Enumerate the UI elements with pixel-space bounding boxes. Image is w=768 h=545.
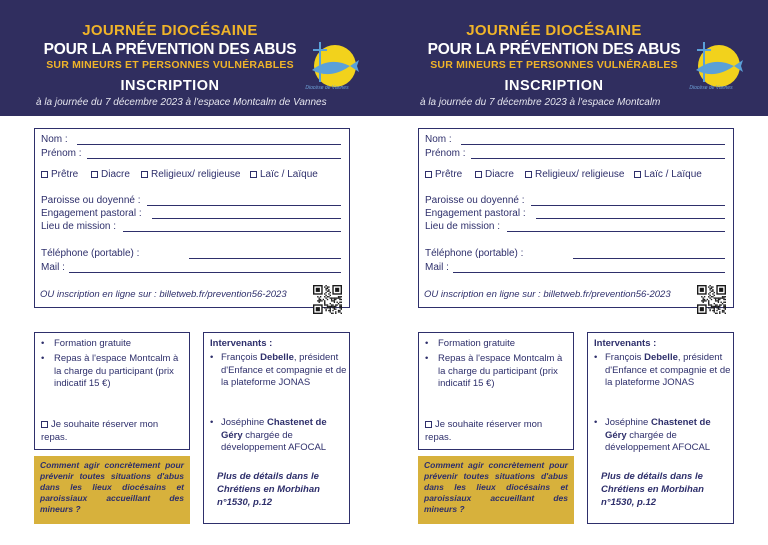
qr-code-icon (313, 285, 342, 314)
choice-laic[interactable] (634, 169, 702, 180)
telephone-label: Téléphone (portable) : (41, 248, 140, 259)
registration-card-right (384, 0, 768, 545)
nom-label: Nom : (425, 134, 452, 145)
checkbox-icon (250, 171, 257, 178)
choice-diacre[interactable] (475, 169, 514, 180)
choice-pretre[interactable] (41, 169, 78, 180)
bullet-text: Formation gratuite (54, 338, 132, 349)
registration-form (418, 128, 734, 308)
engagement-field[interactable] (152, 218, 341, 219)
meal-reservation-checkbox[interactable] (425, 419, 565, 444)
logo-caption: Diocèse de Vannes (689, 85, 733, 91)
checkbox-icon (475, 171, 482, 178)
nom-field[interactable] (461, 144, 725, 145)
paroisse-label: Paroisse ou doyenné : (425, 195, 525, 206)
header-line-1: JOURNÉE DIOCÉSAINE (82, 22, 258, 39)
speaker-1-last: Debelle (260, 352, 294, 363)
lieu-label: Lieu de mission : (425, 221, 501, 232)
nom-label: Nom : (41, 134, 68, 145)
checkbox-icon (41, 171, 48, 178)
header-title: INSCRIPTION (120, 78, 220, 94)
prenom-field[interactable] (87, 158, 341, 159)
speaker-2-desc: chargée de développement AFOCAL (221, 429, 327, 453)
bullet-dot: • (41, 338, 45, 349)
lieu-label: Lieu de mission : (41, 221, 117, 232)
nom-field[interactable] (77, 144, 341, 145)
card-header (384, 0, 768, 116)
mail-field[interactable] (69, 272, 341, 273)
lieu-field[interactable] (123, 231, 341, 232)
speaker-2-first: Joséphine (605, 417, 651, 428)
header-subtitle: à la journée du 7 décembre 2023 à l'espace Montcalm de Vannes (36, 97, 327, 108)
mail-label: Mail : (41, 262, 65, 273)
choice-religieux[interactable] (525, 169, 625, 180)
speaker-2-desc: chargée de développement AFOCAL (605, 429, 711, 453)
speakers-box (587, 332, 734, 524)
choice-label: Laïc / Laïque (644, 169, 702, 180)
header-title: INSCRIPTION (504, 78, 604, 94)
bullet-dot: • (594, 352, 598, 363)
choice-laic[interactable] (250, 169, 318, 180)
telephone-field[interactable] (189, 258, 341, 259)
bullet-text: Formation gratuite (438, 338, 516, 349)
paroisse-field[interactable] (531, 205, 725, 206)
online-registration-link[interactable]: OU inscription en ligne sur : billetweb.fr/prevention56-2023 (40, 289, 287, 300)
lieu-field[interactable] (507, 231, 725, 232)
question-box: Comment agir concrètement pour prévenir toutes situations d'abus dans les lieux diocésains et paroissiaux accueillant des mineurs ? (34, 456, 190, 524)
header-subtitle: à la journée du 7 décembre 2023 à l'espace Montcalm (420, 97, 661, 108)
choice-pretre[interactable] (425, 169, 462, 180)
more-details: Plus de détails dans le Chrétiens en Morbihan n°1530, p.12 (217, 471, 320, 508)
speakers-title: Intervenants : (594, 338, 657, 349)
question-box: Comment agir concrètement pour prévenir toutes situations d'abus dans les lieux diocésains et paroissiaux accueillant des mineurs ? (418, 456, 574, 524)
speaker-2-last: Chastenet de Géry (605, 417, 711, 441)
choice-label: Prêtre (435, 169, 463, 180)
speaker-1-first: François (605, 352, 645, 363)
header-line-3: SUR MINEURS ET PERSONNES VULNÉRABLES (430, 59, 678, 71)
engagement-field[interactable] (536, 218, 725, 219)
choice-label: Diacre (485, 169, 514, 180)
checkbox-icon (41, 421, 48, 428)
prenom-label: Prénom : (425, 148, 466, 159)
bullet-text: Repas à l'espace Montcalm à la charge du participant (prix indicatif 15 €) (54, 353, 179, 389)
card-header (0, 0, 384, 116)
speakers-box (203, 332, 350, 524)
choice-label: Religieux/ religieuse (535, 169, 625, 180)
bullet-dot: • (594, 417, 598, 428)
bullet-dot: • (210, 417, 214, 428)
checkbox-icon (425, 171, 432, 178)
speakers-title: Intervenants : (210, 338, 273, 349)
qr-code-icon (697, 285, 726, 314)
checkbox-icon (425, 421, 432, 428)
speaker-1-desc: , président d'Enfance et compagnie et de la plateforme JONAS (605, 352, 731, 388)
choice-label: Diacre (101, 169, 130, 180)
paroisse-field[interactable] (147, 205, 341, 206)
paroisse-label: Paroisse ou doyenné : (41, 195, 141, 206)
bullet-dot: • (425, 338, 429, 349)
registration-form (34, 128, 350, 308)
engagement-label: Engagement pastoral : (41, 208, 142, 219)
online-registration-link[interactable]: OU inscription en ligne sur : billetweb.fr/prevention56-2023 (424, 289, 671, 300)
choice-religieux[interactable] (141, 169, 241, 180)
prenom-label: Prénom : (41, 148, 82, 159)
info-box (34, 332, 190, 450)
choice-label: Prêtre (51, 169, 79, 180)
checkbox-icon (634, 171, 641, 178)
telephone-field[interactable] (573, 258, 725, 259)
bullet-dot: • (425, 353, 429, 364)
header-line-2: POUR LA PRÉVENTION DES ABUS (427, 41, 681, 58)
meal-reservation-label: Je souhaite réserver mon repas. (41, 419, 159, 443)
speaker-1-first: François (221, 352, 261, 363)
mail-label: Mail : (425, 262, 449, 273)
speaker-1-desc: , président d'Enfance et compagnie et de la plateforme JONAS (221, 352, 347, 388)
checkbox-icon (91, 171, 98, 178)
speaker-1-last: Debelle (644, 352, 678, 363)
bullet-dot: • (210, 352, 214, 363)
header-line-3: SUR MINEURS ET PERSONNES VULNÉRABLES (46, 59, 294, 71)
info-box (418, 332, 574, 450)
mail-field[interactable] (453, 272, 725, 273)
more-details: Plus de détails dans le Chrétiens en Morbihan n°1530, p.12 (601, 471, 704, 508)
logo-caption: Diocèse de Vannes (305, 85, 349, 91)
meal-reservation-checkbox[interactable] (41, 419, 181, 444)
choice-label: Religieux/ religieuse (151, 169, 241, 180)
meal-reservation-label: Je souhaite réserver mon repas. (425, 419, 543, 443)
checkbox-icon (141, 171, 148, 178)
choice-label: Laïc / Laïque (260, 169, 318, 180)
engagement-label: Engagement pastoral : (425, 208, 526, 219)
checkbox-icon (525, 171, 532, 178)
choice-diacre[interactable] (91, 169, 130, 180)
header-line-2: POUR LA PRÉVENTION DES ABUS (43, 41, 297, 58)
header-line-1: JOURNÉE DIOCÉSAINE (466, 22, 642, 39)
speaker-2-first: Joséphine (221, 417, 267, 428)
telephone-label: Téléphone (portable) : (425, 248, 524, 259)
speaker-2-last: Chastenet de Géry (221, 417, 327, 441)
bullet-text: Repas à l'espace Montcalm à la charge du participant (prix indicatif 15 €) (438, 353, 563, 389)
bullet-dot: • (41, 353, 45, 364)
prenom-field[interactable] (471, 158, 725, 159)
